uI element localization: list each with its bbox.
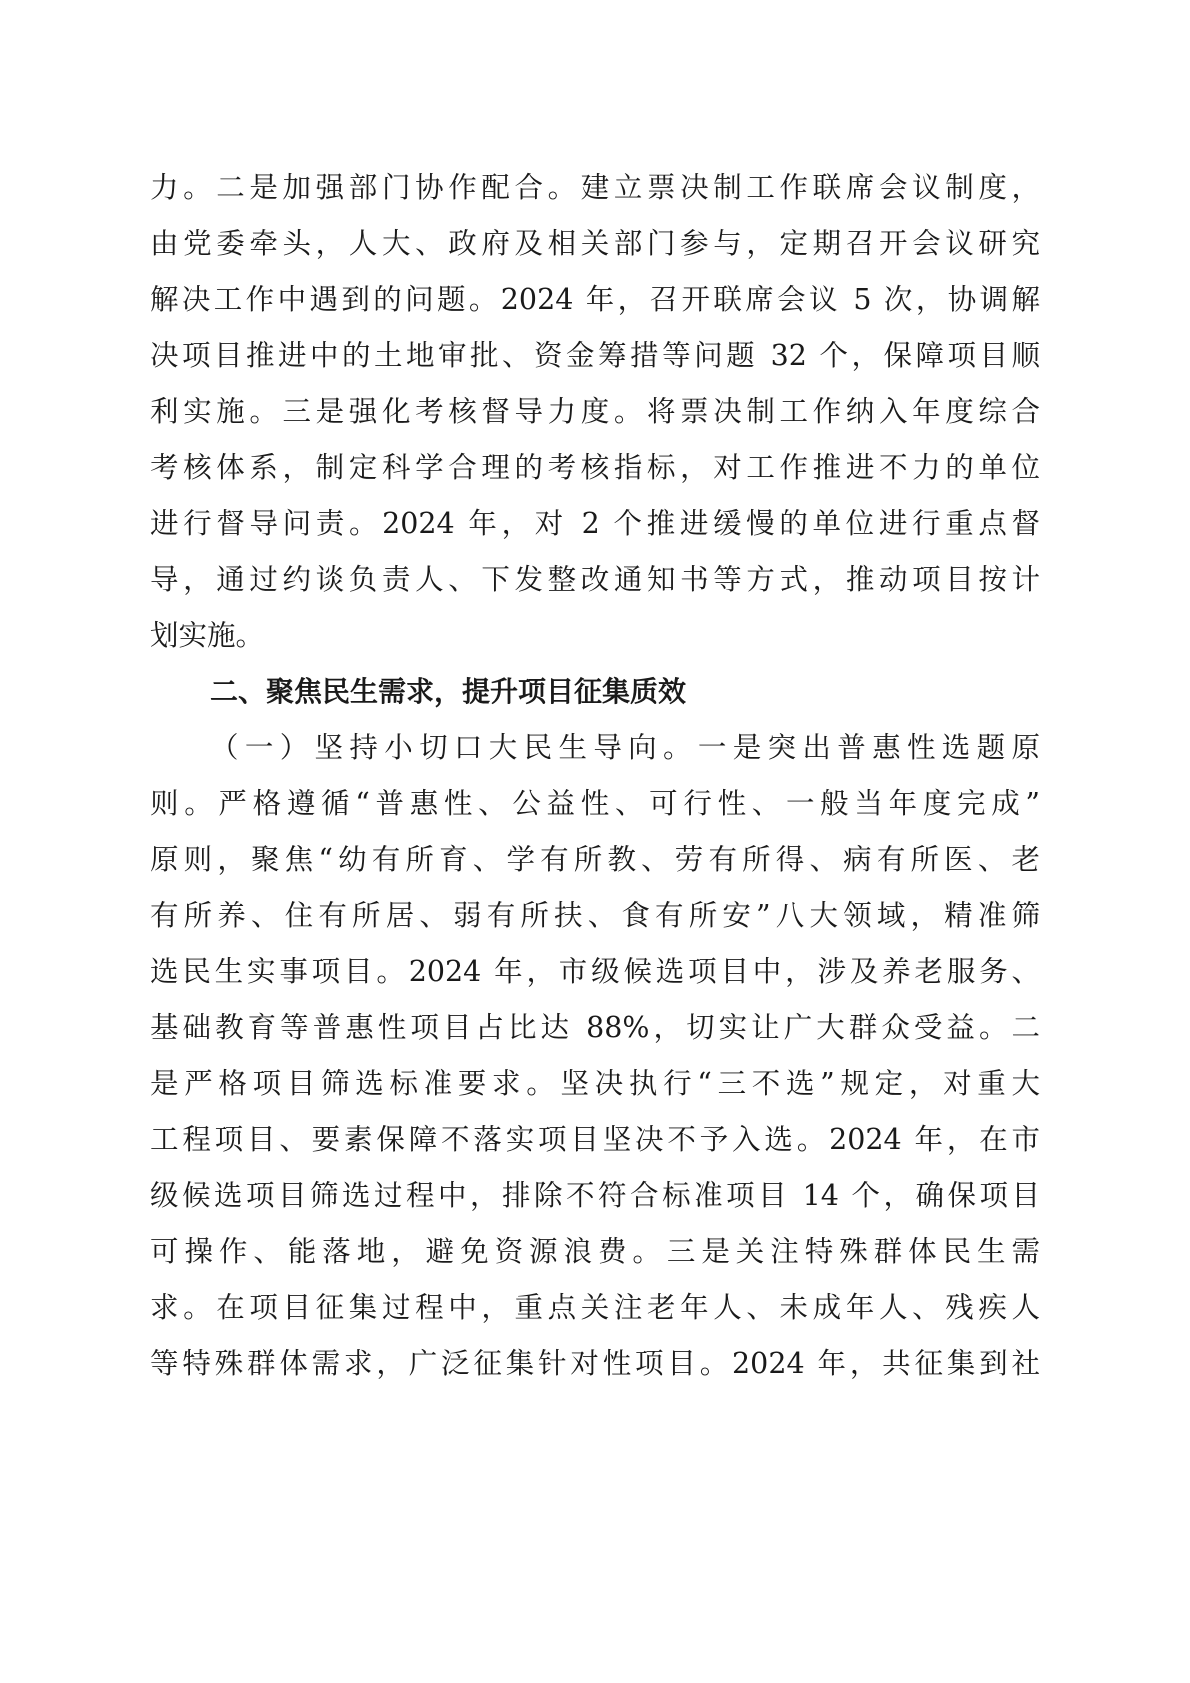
body-text-line: 导，通过约谈负责人、下发整改通知书等方式，推动项目按计 bbox=[150, 563, 1040, 596]
body-text-line: 选民生实事项目。2024 年，市级候选项目中，涉及养老服务、 bbox=[150, 955, 1040, 988]
body-text-line: 力。二是加强部门协作配合。建立票决制工作联席会议制度， bbox=[150, 171, 1040, 204]
body-text-line: 基础教育等普惠性项目占比达 88%，切实让广大群众受益。二 bbox=[150, 1011, 1040, 1044]
body-text-line: 可操作、能落地，避免资源浪费。三是关注特殊群体民生需 bbox=[150, 1235, 1040, 1268]
body-text-line: 考核体系，制定科学合理的考核指标，对工作推进不力的单位 bbox=[150, 451, 1040, 484]
body-text-line: 等特殊群体需求，广泛征集针对性项目。2024 年，共征集到社 bbox=[150, 1347, 1040, 1380]
body-text-line: 进行督导问责。2024 年，对 2 个推进缓慢的单位进行重点督 bbox=[150, 507, 1040, 540]
subsection-heading-line: （一）坚持小切口大民生导向。一是突出普惠性选题原 bbox=[210, 731, 1040, 764]
body-text-line: 工程项目、要素保障不落实项目坚决不予入选。2024 年，在市 bbox=[150, 1123, 1040, 1156]
body-text-line: 划实施。 bbox=[150, 619, 265, 652]
body-text-line: 级候选项目筛选过程中，排除不符合标准项目 14 个，确保项目 bbox=[150, 1179, 1040, 1212]
body-text-line: 求。在项目征集过程中，重点关注老年人、未成年人、残疾人 bbox=[150, 1291, 1040, 1324]
body-text-line: 有所养、住有所居、弱有所扶、食有所安”八大领域，精准筛 bbox=[150, 899, 1040, 932]
body-text-line: 利实施。三是强化考核督导力度。将票决制工作纳入年度综合 bbox=[150, 395, 1040, 428]
body-text-line: 由党委牵头，人大、政府及相关部门参与，定期召开会议研究 bbox=[150, 227, 1040, 260]
body-text-line: 原则，聚焦“幼有所育、学有所教、劳有所得、病有所医、老 bbox=[150, 843, 1040, 876]
body-text-line: 是严格项目筛选标准要求。坚决执行“三不选”规定，对重大 bbox=[150, 1067, 1040, 1100]
body-text-line: 决项目推进中的土地审批、资金筹措等问题 32 个，保障项目顺 bbox=[150, 339, 1040, 372]
body-text-line: 解决工作中遇到的问题。2024 年，召开联席会议 5 次，协调解 bbox=[150, 283, 1040, 316]
section-heading: 二、聚焦民生需求，提升项目征集质效 bbox=[210, 675, 687, 708]
body-text-line: 则。严格遵循“普惠性、公益性、可行性、一般当年度完成” bbox=[150, 787, 1040, 820]
